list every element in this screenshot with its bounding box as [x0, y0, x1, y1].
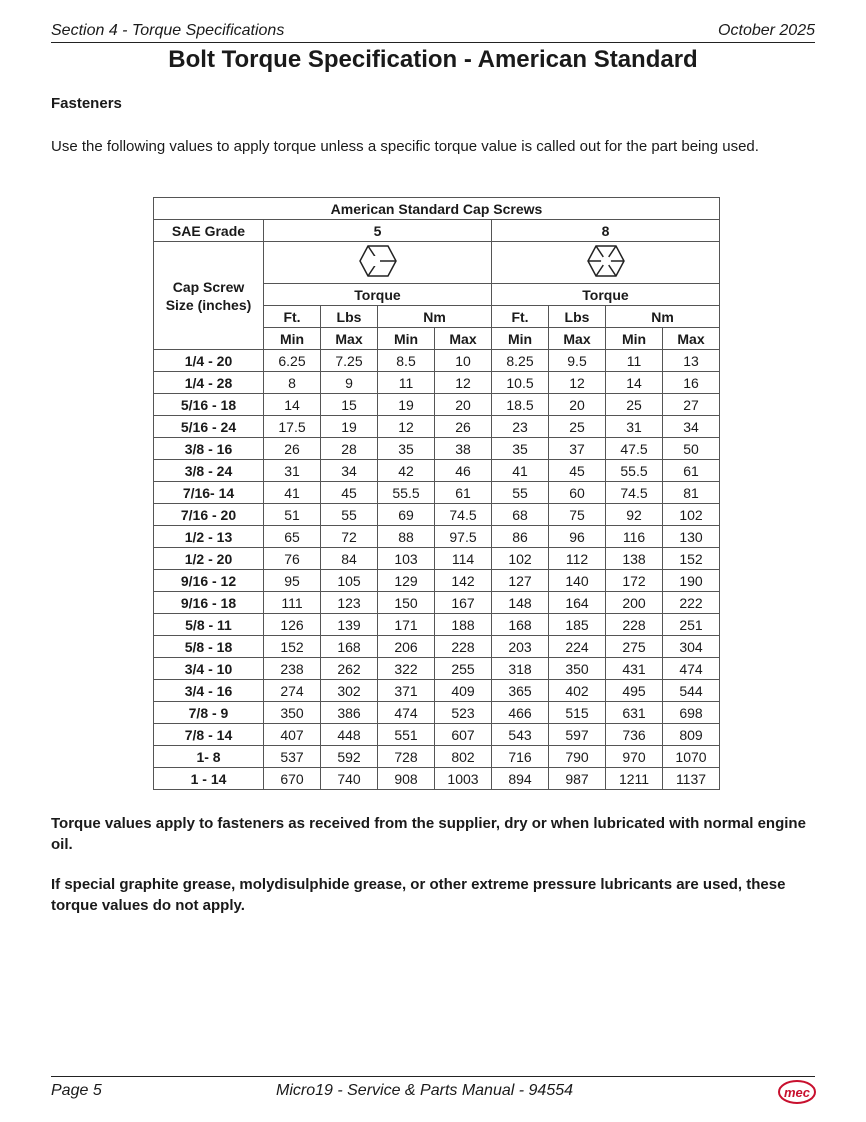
torque-value: 18.5	[492, 394, 549, 416]
torque-value: 409	[435, 680, 492, 702]
torque-value: 448	[321, 724, 378, 746]
torque-value: 740	[321, 768, 378, 790]
torque-value: 10	[435, 350, 492, 372]
size-label: Cap Screw Size (inches)	[154, 242, 264, 350]
torque-value: 11	[606, 350, 663, 372]
torque-value: 16	[663, 372, 720, 394]
torque-value: 116	[606, 526, 663, 548]
unit-nm: Nm	[378, 306, 492, 328]
torque-value: 88	[378, 526, 435, 548]
torque-value: 55.5	[378, 482, 435, 504]
torque-value: 50	[663, 438, 720, 460]
torque-value: 152	[663, 548, 720, 570]
torque-value: 102	[663, 504, 720, 526]
torque-value: 140	[549, 570, 606, 592]
cap-screw-size: 5/16 - 24	[154, 416, 264, 438]
table-row	[154, 526, 720, 548]
torque-value: 26	[264, 438, 321, 460]
note-lubricants: If special graphite grease, molydisulphide grease, or other extreme pressure lubricants are used, these torque values do not apply.	[51, 876, 786, 914]
torque-value: 139	[321, 614, 378, 636]
torque-value: 23	[492, 416, 549, 438]
page-title: Bolt Torque Specification - American Standard	[168, 46, 698, 73]
torque-value: 19	[321, 416, 378, 438]
col-min: Min	[606, 328, 663, 350]
cap-screw-size: 7/8 - 14	[154, 724, 264, 746]
torque-value: 95	[264, 570, 321, 592]
torque-value: 970	[606, 746, 663, 768]
torque-value: 1211	[606, 768, 663, 790]
table-caption: American Standard Cap Screws	[154, 198, 720, 220]
torque-value: 908	[378, 768, 435, 790]
unit-lbs: Lbs	[549, 306, 606, 328]
torque-value: 371	[378, 680, 435, 702]
torque-value: 523	[435, 702, 492, 724]
torque-value: 200	[606, 592, 663, 614]
section-label: Section 4 - Torque Specifications	[51, 22, 285, 39]
torque-value: 809	[663, 724, 720, 746]
table-row	[154, 460, 720, 482]
unit-ft: Ft.	[492, 306, 549, 328]
torque-value: 168	[492, 614, 549, 636]
torque-value: 60	[549, 482, 606, 504]
cap-screw-size: 3/4 - 10	[154, 658, 264, 680]
torque-value: 537	[264, 746, 321, 768]
cap-screw-size: 7/8 - 9	[154, 702, 264, 724]
torque-value: 69	[378, 504, 435, 526]
torque-value: 34	[663, 416, 720, 438]
torque-value: 25	[606, 394, 663, 416]
torque-value: 190	[663, 570, 720, 592]
torque-value: 386	[321, 702, 378, 724]
torque-value: 138	[606, 548, 663, 570]
torque-value: 38	[435, 438, 492, 460]
torque-value: 20	[435, 394, 492, 416]
torque-value: 114	[435, 548, 492, 570]
table-row	[154, 768, 720, 790]
torque-value: 407	[264, 724, 321, 746]
torque-value: 9	[321, 372, 378, 394]
col-max: Max	[549, 328, 606, 350]
torque-value: 130	[663, 526, 720, 548]
manual-title: Micro19 - Service & Parts Manual - 94554	[276, 1082, 574, 1099]
torque-value: 42	[378, 460, 435, 482]
col-max: Max	[321, 328, 378, 350]
grade-5-head-icon	[264, 242, 492, 284]
torque-value: 551	[378, 724, 435, 746]
torque-value: 12	[378, 416, 435, 438]
torque-value: 17.5	[264, 416, 321, 438]
torque-value: 728	[378, 746, 435, 768]
cap-screw-size: 5/16 - 18	[154, 394, 264, 416]
torque-value: 46	[435, 460, 492, 482]
torque-value: 206	[378, 636, 435, 658]
torque-value: 12	[549, 372, 606, 394]
torque-value: 431	[606, 658, 663, 680]
torque-value: 466	[492, 702, 549, 724]
col-min: Min	[264, 328, 321, 350]
torque-value: 302	[321, 680, 378, 702]
torque-value: 111	[264, 592, 321, 614]
torque-value: 61	[435, 482, 492, 504]
torque-value: 10.5	[492, 372, 549, 394]
page-header	[51, 22, 815, 43]
torque-value: 34	[321, 460, 378, 482]
torque-value: 350	[549, 658, 606, 680]
torque-value: 224	[549, 636, 606, 658]
col-max: Max	[435, 328, 492, 350]
torque-value: 203	[492, 636, 549, 658]
table-row	[154, 548, 720, 570]
torque-value: 92	[606, 504, 663, 526]
torque-value: 126	[264, 614, 321, 636]
torque-value: 11	[378, 372, 435, 394]
col-min: Min	[492, 328, 549, 350]
torque-value: 736	[606, 724, 663, 746]
unit-lbs: Lbs	[321, 306, 378, 328]
cap-screw-size: 9/16 - 18	[154, 592, 264, 614]
section-subtitle: Fasteners	[51, 95, 122, 112]
torque-value: 365	[492, 680, 549, 702]
table-row	[154, 438, 720, 460]
torque-value: 152	[264, 636, 321, 658]
torque-value: 304	[663, 636, 720, 658]
table-row	[154, 702, 720, 724]
torque-value: 228	[435, 636, 492, 658]
torque-value: 607	[435, 724, 492, 746]
torque-value: 31	[264, 460, 321, 482]
torque-value: 894	[492, 768, 549, 790]
torque-value: 515	[549, 702, 606, 724]
torque-value: 148	[492, 592, 549, 614]
torque-value: 19	[378, 394, 435, 416]
torque-value: 8	[264, 372, 321, 394]
torque-value: 84	[321, 548, 378, 570]
torque-value: 28	[321, 438, 378, 460]
torque-value: 129	[378, 570, 435, 592]
torque-value: 86	[492, 526, 549, 548]
table-row	[154, 614, 720, 636]
torque-value: 123	[321, 592, 378, 614]
torque-table	[153, 197, 720, 790]
table-row	[154, 570, 720, 592]
torque-value: 13	[663, 350, 720, 372]
grade-8: 8	[492, 220, 720, 242]
torque-value: 171	[378, 614, 435, 636]
torque-value: 41	[492, 460, 549, 482]
torque-value: 26	[435, 416, 492, 438]
torque-value: 474	[378, 702, 435, 724]
torque-value: 592	[321, 746, 378, 768]
torque-value: 1070	[663, 746, 720, 768]
torque-value: 81	[663, 482, 720, 504]
torque-value: 74.5	[606, 482, 663, 504]
cap-screw-size: 3/4 - 16	[154, 680, 264, 702]
table-row	[154, 504, 720, 526]
torque-value: 127	[492, 570, 549, 592]
torque-value: 274	[264, 680, 321, 702]
torque-value: 8.25	[492, 350, 549, 372]
torque-value: 228	[606, 614, 663, 636]
torque-value: 631	[606, 702, 663, 724]
torque-value: 55.5	[606, 460, 663, 482]
torque-value: 318	[492, 658, 549, 680]
torque-value: 103	[378, 548, 435, 570]
torque-value: 164	[549, 592, 606, 614]
torque-value: 61	[663, 460, 720, 482]
torque-value: 172	[606, 570, 663, 592]
svg-text:mec: mec	[783, 1085, 811, 1100]
torque-value: 74.5	[435, 504, 492, 526]
cap-screw-size: 1/2 - 20	[154, 548, 264, 570]
torque-value: 1003	[435, 768, 492, 790]
cap-screw-size: 7/16- 14	[154, 482, 264, 504]
date-label: October 2025	[718, 22, 815, 39]
torque-value: 25	[549, 416, 606, 438]
torque-value: 55	[492, 482, 549, 504]
table-row	[154, 636, 720, 658]
torque-value: 96	[549, 526, 606, 548]
torque-label-8: Torque	[492, 284, 720, 306]
cap-screw-size: 1/4 - 28	[154, 372, 264, 394]
table-row	[154, 746, 720, 768]
torque-value: 402	[549, 680, 606, 702]
cap-screw-size: 3/8 - 16	[154, 438, 264, 460]
torque-value: 544	[663, 680, 720, 702]
cap-screw-size: 1/4 - 20	[154, 350, 264, 372]
torque-value: 51	[264, 504, 321, 526]
table-row	[154, 482, 720, 504]
cap-screw-size: 3/8 - 24	[154, 460, 264, 482]
cap-screw-size: 1/2 - 13	[154, 526, 264, 548]
torque-value: 102	[492, 548, 549, 570]
torque-value: 698	[663, 702, 720, 724]
torque-value: 15	[321, 394, 378, 416]
torque-value: 14	[264, 394, 321, 416]
page-number: Page 5	[51, 1082, 102, 1099]
torque-value: 350	[264, 702, 321, 724]
torque-value: 185	[549, 614, 606, 636]
torque-value: 150	[378, 592, 435, 614]
torque-value: 35	[378, 438, 435, 460]
torque-value: 168	[321, 636, 378, 658]
torque-value: 65	[264, 526, 321, 548]
torque-value: 1137	[663, 768, 720, 790]
torque-value: 262	[321, 658, 378, 680]
torque-value: 55	[321, 504, 378, 526]
torque-value: 41	[264, 482, 321, 504]
grade-5: 5	[264, 220, 492, 242]
torque-value: 37	[549, 438, 606, 460]
torque-value: 275	[606, 636, 663, 658]
torque-value: 45	[321, 482, 378, 504]
torque-value: 72	[321, 526, 378, 548]
cap-screw-size: 5/8 - 11	[154, 614, 264, 636]
torque-value: 802	[435, 746, 492, 768]
torque-value: 322	[378, 658, 435, 680]
torque-value: 251	[663, 614, 720, 636]
table-row	[154, 658, 720, 680]
mec-logo-icon	[777, 1079, 817, 1105]
torque-value: 9.5	[549, 350, 606, 372]
torque-value: 474	[663, 658, 720, 680]
torque-value: 105	[321, 570, 378, 592]
torque-value: 76	[264, 548, 321, 570]
table-row	[154, 680, 720, 702]
note-dry: Torque values apply to fasteners as received from the supplier, dry or when lubricated with normal engine oil.	[51, 815, 806, 853]
cap-screw-size: 5/8 - 18	[154, 636, 264, 658]
torque-value: 6.25	[264, 350, 321, 372]
torque-value: 222	[663, 592, 720, 614]
torque-value: 45	[549, 460, 606, 482]
torque-value: 790	[549, 746, 606, 768]
table-row	[154, 394, 720, 416]
torque-value: 167	[435, 592, 492, 614]
unit-ft: Ft.	[264, 306, 321, 328]
cap-screw-size: 1 - 14	[154, 768, 264, 790]
table-row	[154, 724, 720, 746]
page-footer	[51, 1076, 815, 1100]
torque-value: 142	[435, 570, 492, 592]
torque-value: 543	[492, 724, 549, 746]
torque-value: 597	[549, 724, 606, 746]
torque-value: 7.25	[321, 350, 378, 372]
torque-value: 31	[606, 416, 663, 438]
torque-label-5: Torque	[264, 284, 492, 306]
table-row	[154, 416, 720, 438]
table-row	[154, 350, 720, 372]
grade-8-head-icon	[492, 242, 720, 284]
torque-value: 75	[549, 504, 606, 526]
torque-value: 112	[549, 548, 606, 570]
torque-value: 495	[606, 680, 663, 702]
torque-value: 68	[492, 504, 549, 526]
torque-value: 670	[264, 768, 321, 790]
col-max: Max	[663, 328, 720, 350]
unit-nm: Nm	[606, 306, 720, 328]
intro-text: Use the following values to apply torque unless a specific torque value is called out for the part being used.	[51, 138, 759, 155]
torque-value: 188	[435, 614, 492, 636]
cap-screw-size: 9/16 - 12	[154, 570, 264, 592]
torque-value: 716	[492, 746, 549, 768]
torque-value: 12	[435, 372, 492, 394]
cap-screw-size: 1- 8	[154, 746, 264, 768]
col-min: Min	[378, 328, 435, 350]
torque-value: 35	[492, 438, 549, 460]
torque-value: 987	[549, 768, 606, 790]
torque-value: 255	[435, 658, 492, 680]
table-row	[154, 372, 720, 394]
table-row	[154, 592, 720, 614]
torque-value: 8.5	[378, 350, 435, 372]
torque-value: 20	[549, 394, 606, 416]
grade-label: SAE Grade	[154, 220, 264, 242]
cap-screw-size: 7/16 - 20	[154, 504, 264, 526]
torque-value: 238	[264, 658, 321, 680]
torque-value: 97.5	[435, 526, 492, 548]
torque-value: 14	[606, 372, 663, 394]
torque-value: 27	[663, 394, 720, 416]
torque-value: 47.5	[606, 438, 663, 460]
